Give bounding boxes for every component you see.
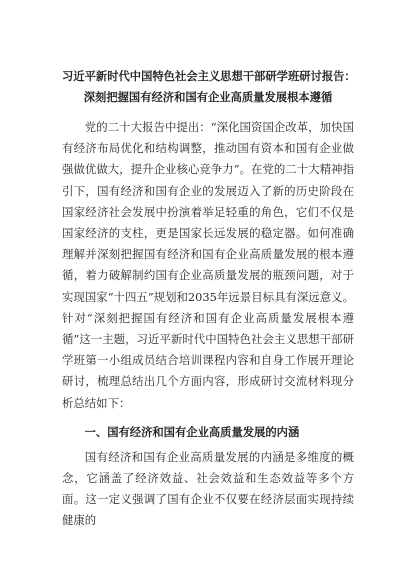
document-title-line-1: 习近平新时代中国特色社会主义思想干部研学班研讨报告： <box>62 70 356 83</box>
section-1-paragraph: 国有经济和国有企业高质量发展的内涵是多维度的概念，它涵盖了经济效益、社会效益和生态效益等多个方面。这一定义强调了国有企业不仅要在经济层面实现持续健康的 <box>62 449 354 528</box>
section-heading-1: 一、国有经济和国有企业高质量发展的内涵 <box>84 425 300 439</box>
document-title-line-2: 深刻把握国有经济和国有企业高质量发展根本遵循 <box>83 91 333 104</box>
document-content <box>62 66 354 532</box>
intro-paragraph: 党的二十大报告中提出：“深化国资国企改革，加快国有经济布局优化和结构调整，推动国有资本和国有企业做强做优做大，提升企业核心竞争力”。在党的二十大精神指引下，国有经济和国有企业的发展迈入了新的历史阶段在国家经济社会发展中扮演着举足轻重的角色，它们不仅是国家经济的支柱，更是国家长远发展的稳定器。如何准确理解并深刻把握国有经济和国有企业高质量发展的根本遵循，着力破解制约国有企业高质量发展的瓶颈问题，对于实现国家“十四五”规划和2035年远景目标具有深远意义。针对“深刻把握国有经济和国有企业高质量发展根本遵循”这一主题，习近平新时代中国特色社会主义思想干部研学班第一小组成员结合培训课程内容和自身工作展开理论研讨，梳理总结出几个方面内容，形成研讨交流材料现分析总结如下： <box>62 120 354 410</box>
